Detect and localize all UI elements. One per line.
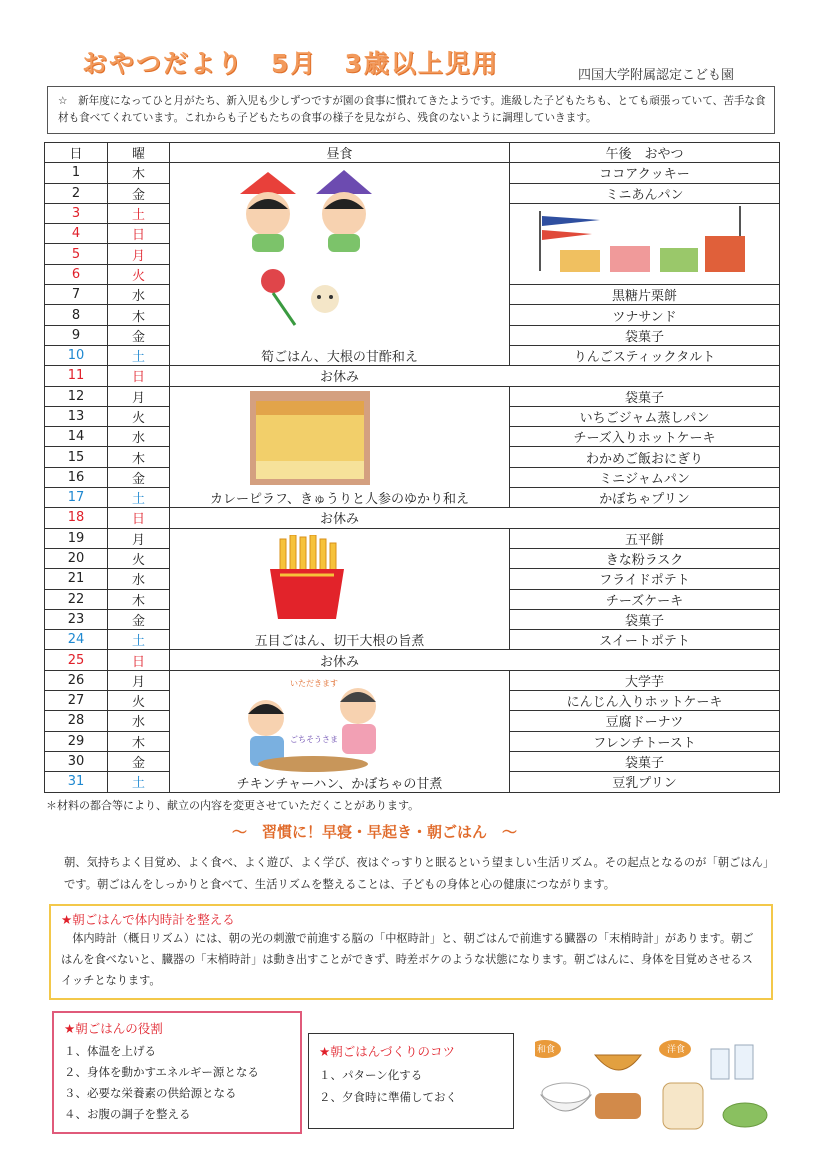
day-cell: 19 <box>45 528 108 548</box>
snack-cell: 黒糖片栗餅 <box>510 285 780 305</box>
day-cell: 3 <box>45 203 108 223</box>
yoshoku-label: 洋食 <box>667 1045 686 1055</box>
day-cell: 11 <box>45 366 108 386</box>
role-title: ★朝ごはんの役割 <box>64 1021 163 1036</box>
header-snack: 午後 おやつ <box>510 143 780 163</box>
snack-cell: 大学芋 <box>510 670 780 690</box>
snack-cell: 袋菓子 <box>510 751 780 771</box>
body-clock-box <box>49 904 773 1000</box>
table-row <box>45 366 780 386</box>
breakfast-food-illustration <box>535 1035 775 1135</box>
role-box <box>52 1011 302 1134</box>
snack-cell: フレンチトースト <box>510 731 780 751</box>
list-item: ４、お腹の調子を整える <box>64 1107 191 1121</box>
list-item: ２、夕食時に準備しておく <box>319 1090 457 1104</box>
day-cell: 16 <box>45 467 108 487</box>
day-cell: 23 <box>45 609 108 629</box>
weekday-cell: 日 <box>108 650 170 670</box>
weekday-cell: 月 <box>108 528 170 548</box>
weekday-cell: 金 <box>108 609 170 629</box>
weekday-cell: 土 <box>108 488 170 508</box>
weekday-cell: 土 <box>108 203 170 223</box>
tips-box <box>308 1033 514 1129</box>
mealtime-children <box>238 676 388 776</box>
day-cell: 1 <box>45 163 108 183</box>
day-cell: 22 <box>45 589 108 609</box>
list-item: １、パターン化する <box>319 1068 423 1082</box>
day-cell: 21 <box>45 569 108 589</box>
day-cell: 14 <box>45 427 108 447</box>
table-header-row <box>45 143 780 163</box>
weekday-cell: 日 <box>108 508 170 528</box>
snack-cell: かぼちゃプリン <box>510 488 780 508</box>
weekday-cell: 木 <box>108 305 170 325</box>
snack-cell: 袋菓子 <box>510 386 780 406</box>
day-cell: 26 <box>45 670 108 690</box>
table-row <box>45 650 780 670</box>
weekday-cell: 水 <box>108 427 170 447</box>
weekday-cell: 火 <box>108 691 170 711</box>
weekday-cell: 土 <box>108 630 170 650</box>
snack-cell: りんごスティックタルト <box>510 345 780 365</box>
weekday-cell: 木 <box>108 163 170 183</box>
weekday-cell: 月 <box>108 386 170 406</box>
cheesecake-illustration <box>250 391 370 485</box>
day-cell: 24 <box>45 630 108 650</box>
snack-cell: ミニあんパン <box>510 183 780 203</box>
weekday-cell: 水 <box>108 711 170 731</box>
weekday-cell: 月 <box>108 244 170 264</box>
lunch-text: 五目ごはん、切干大根の旨煮 <box>254 634 425 650</box>
snack-cell: 豆乳プリン <box>510 772 780 792</box>
tips-title: ★朝ごはんづくりのコツ <box>319 1044 455 1059</box>
lunch-text: チキンチャーハン、かぼちゃの甘煮 <box>236 776 443 792</box>
school-name: 四国大学附属認定こども園 <box>578 68 735 83</box>
lunch-text: 筍ごはん、大根の甘酢和え <box>261 350 418 366</box>
weekday-cell: 木 <box>108 589 170 609</box>
french-fries-illustration <box>266 535 348 621</box>
day-cell: 17 <box>45 488 108 508</box>
day-cell: 12 <box>45 386 108 406</box>
day-cell: 18 <box>45 508 108 528</box>
mealtime-illustration <box>238 676 388 776</box>
closed-cell: お休み <box>170 366 780 386</box>
snack-cell: 袋菓子 <box>510 325 780 345</box>
kabuto-children-illustration <box>230 164 380 256</box>
washoku-label: 和食 <box>537 1045 556 1055</box>
day-cell: 29 <box>45 731 108 751</box>
snack-cell: 袋菓子 <box>510 609 780 629</box>
weekday-cell: 日 <box>108 366 170 386</box>
weekday-cell: 土 <box>108 772 170 792</box>
list-item: ２、身体を動かすエネルギー源となる <box>64 1065 259 1079</box>
list-item: １、体温を上げる <box>64 1044 156 1058</box>
body-clock-text: 体内時計（概日リズム）には、朝の光の刺激で前進する脳の「中枢時計」と、朝ごはんで前進する臓器の「末梢時計」があります。朝ごはんを食べないと、臓器の「末梢時計」は動き出すことができず、時差ボケのような状態になります。朝ごはんに、身体を目覚めさせるスイッチとなります。 <box>61 932 754 987</box>
weekday-cell: 木 <box>108 447 170 467</box>
weekday-cell: 水 <box>108 569 170 589</box>
day-cell: 4 <box>45 224 108 244</box>
gochisousama-text: ごちそうさま <box>290 735 338 744</box>
weekday-cell: 水 <box>108 285 170 305</box>
snack-cell: スイートポテト <box>510 630 780 650</box>
weekday-cell: 金 <box>108 751 170 771</box>
closed-cell: お休み <box>170 650 780 670</box>
snack-cell: 豆腐ドーナツ <box>510 711 780 731</box>
snack-cell: ミニジャムパン <box>510 467 780 487</box>
child-left <box>240 172 296 252</box>
weekday-cell: 火 <box>108 548 170 568</box>
table-row <box>45 386 780 406</box>
day-cell: 27 <box>45 691 108 711</box>
carnation-illustration <box>255 265 355 330</box>
snack-cell: にんじん入りホットケーキ <box>510 691 780 711</box>
day-cell: 7 <box>45 285 108 305</box>
food-drawings <box>535 1035 775 1135</box>
day-cell: 15 <box>45 447 108 467</box>
intro-box: ☆ 新年度になってひと月がたち、新入児も少しずつですが園の食事に慣れてきたようです。進級した子どもたちも、とても頑張っていて、苦手な食材も食べてくれています。これからも子どもたちの食事の様子を見ながら、残食のないように調理していきます。 <box>47 86 775 134</box>
closed-cell: お休み <box>170 508 780 528</box>
day-cell: 13 <box>45 406 108 426</box>
snack-cell: きな粉ラスク <box>510 548 780 568</box>
snack-cell: いちごジャム蒸しパン <box>510 406 780 426</box>
itadakimasu-text: いただきます <box>290 679 338 688</box>
snack-cell: 五平餅 <box>510 528 780 548</box>
day-cell: 31 <box>45 772 108 792</box>
weekday-cell: 木 <box>108 731 170 751</box>
snack-cell: ツナサンド <box>510 305 780 325</box>
habit-title: ～ 習慣に！早寝・早起き・朝ごはん ～ <box>232 823 518 841</box>
weekday-cell: 金 <box>108 183 170 203</box>
day-cell: 2 <box>45 183 108 203</box>
day-cell: 8 <box>45 305 108 325</box>
snack-cell: チーズ入りホットケーキ <box>510 427 780 447</box>
day-cell: 25 <box>45 650 108 670</box>
snack-cell: チーズケーキ <box>510 589 780 609</box>
day-cell: 28 <box>45 711 108 731</box>
koinobori-illustration <box>530 206 750 276</box>
day-cell: 10 <box>45 345 108 365</box>
header-weekday: 曜 <box>108 143 170 163</box>
day-cell: 9 <box>45 325 108 345</box>
table-row <box>45 670 780 690</box>
child-right <box>316 170 372 252</box>
weekday-cell: 火 <box>108 264 170 284</box>
list-item: ３、必要な栄養素の供給源となる <box>64 1086 237 1100</box>
table-row <box>45 528 780 548</box>
table-row <box>45 508 780 528</box>
change-note: ＊材料の都合等により、献立の内容を変更させていただくことがあります。 <box>46 799 420 812</box>
habit-paragraph: 朝、気持ちよく目覚め、よく食べ、よく遊び、よく学び、夜はぐっすりと眠るという望ましい生活リズム。その起点となるのが「朝ごはん」です。朝ごはんをしっかりと食べて、生活リズムを整えることは、子どもの身体と心の健康につながります。 <box>64 856 769 891</box>
weekday-cell: 金 <box>108 467 170 487</box>
header-day: 日 <box>45 143 108 163</box>
weekday-cell: 金 <box>108 325 170 345</box>
day-cell: 6 <box>45 264 108 284</box>
day-cell: 5 <box>45 244 108 264</box>
weekday-cell: 土 <box>108 345 170 365</box>
body-clock-title: ★朝ごはんで体内時計を整える <box>61 912 235 927</box>
day-cell: 20 <box>45 548 108 568</box>
table-row <box>45 163 780 183</box>
lunch-text: カレーピラフ、きゅうりと人参のゆかり和え <box>210 492 469 508</box>
weekday-cell: 日 <box>108 224 170 244</box>
day-cell: 30 <box>45 751 108 771</box>
snack-cell: ココアクッキー <box>510 163 780 183</box>
weekday-cell: 月 <box>108 670 170 690</box>
weekday-cell: 火 <box>108 406 170 426</box>
page-title: おやつだより 5月 3歳以上児用 <box>82 49 499 78</box>
snack-cell: フライドポテト <box>510 569 780 589</box>
header-lunch: 昼食 <box>170 143 510 163</box>
snack-cell: わかめご飯おにぎり <box>510 447 780 467</box>
